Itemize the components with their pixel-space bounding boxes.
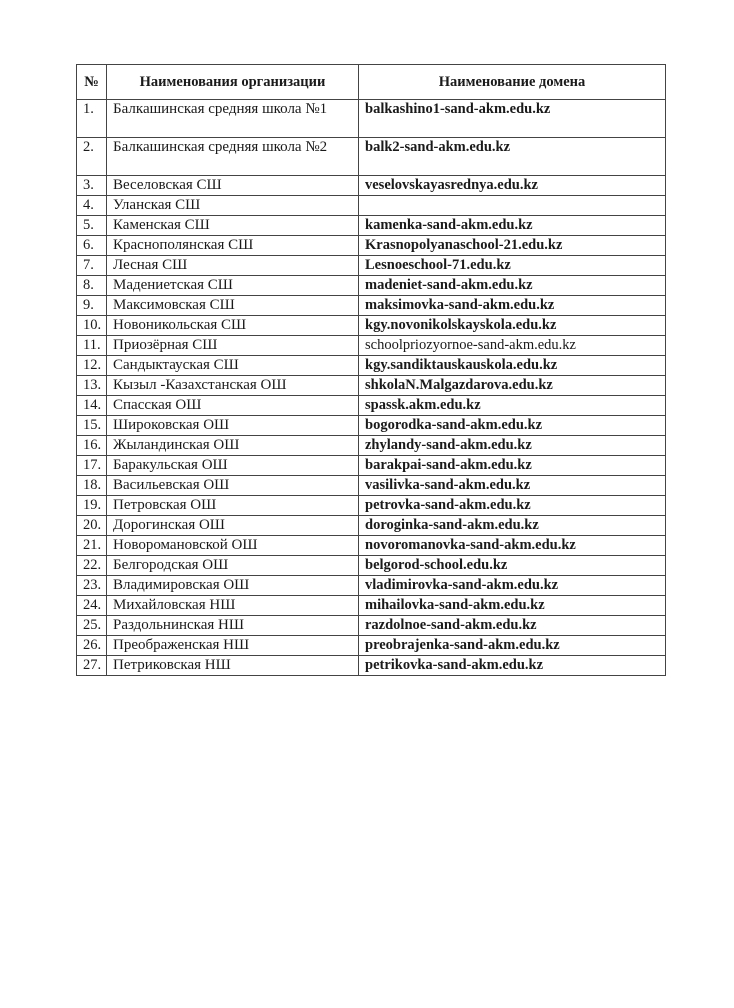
organization-name: Баракульская ОШ — [107, 456, 359, 476]
domain-name: veselovskayasrednya.edu.kz — [359, 176, 666, 196]
domain-name: barakpai-sand-akm.edu.kz — [359, 456, 666, 476]
domain-name: Lesnoeschool-71.edu.kz — [359, 256, 666, 276]
row-number: 11. — [77, 336, 107, 356]
table-row — [77, 296, 666, 316]
domain-name: petrikovka-sand-akm.edu.kz — [359, 656, 666, 676]
organization-name: Новоромановской ОШ — [107, 536, 359, 556]
row-number: 6. — [77, 236, 107, 256]
row-number: 25. — [77, 616, 107, 636]
table-row — [77, 536, 666, 556]
organization-name: Максимовская СШ — [107, 296, 359, 316]
organization-name: Владимировская ОШ — [107, 576, 359, 596]
organization-name: Мадениетская СШ — [107, 276, 359, 296]
table-row — [77, 336, 666, 356]
row-number: 1. — [77, 100, 107, 138]
table-header-row — [77, 65, 666, 100]
domain-name: bogorodka-sand-akm.edu.kz — [359, 416, 666, 436]
header-number: № — [77, 65, 107, 100]
domain-name: belgorod-school.edu.kz — [359, 556, 666, 576]
domain-name: shkolaN.Malgazdarova.edu.kz — [359, 376, 666, 396]
row-number: 16. — [77, 436, 107, 456]
row-number: 15. — [77, 416, 107, 436]
organization-name: Сандыктауская СШ — [107, 356, 359, 376]
row-number: 10. — [77, 316, 107, 336]
organization-name: Раздольнинская НШ — [107, 616, 359, 636]
domain-name: maksimovka-sand-akm.edu.kz — [359, 296, 666, 316]
table-row — [77, 316, 666, 336]
domain-name: mihailovka-sand-akm.edu.kz — [359, 596, 666, 616]
organization-name: Балкашинская средняя школа №2 — [107, 138, 359, 176]
table-row — [77, 256, 666, 276]
organization-name: Приозёрная СШ — [107, 336, 359, 356]
organization-name: Преображенская НШ — [107, 636, 359, 656]
table-row — [77, 456, 666, 476]
organization-name: Васильевская ОШ — [107, 476, 359, 496]
domain-name — [359, 196, 666, 216]
domain-name: razdolnoe-sand-akm.edu.kz — [359, 616, 666, 636]
domain-name: schoolpriozyornoe-sand-akm.edu.kz — [359, 336, 666, 356]
table-row — [77, 496, 666, 516]
table-row — [77, 576, 666, 596]
organization-name: Балкашинская средняя школа №1 — [107, 100, 359, 138]
organization-name: Спасская ОШ — [107, 396, 359, 416]
organization-name: Кызыл -Казахстанская ОШ — [107, 376, 359, 396]
row-number: 5. — [77, 216, 107, 236]
row-number: 19. — [77, 496, 107, 516]
organization-name: Новоникольская СШ — [107, 316, 359, 336]
table-row — [77, 416, 666, 436]
header-organization: Наименования организации — [107, 65, 359, 100]
domain-name: kamenka-sand-akm.edu.kz — [359, 216, 666, 236]
table-row — [77, 100, 666, 138]
organization-name: Жыландинская ОШ — [107, 436, 359, 456]
table-row — [77, 196, 666, 216]
table-row — [77, 616, 666, 636]
row-number: 20. — [77, 516, 107, 536]
table-row — [77, 516, 666, 536]
organization-name: Дорогинская ОШ — [107, 516, 359, 536]
organization-name: Уланская СШ — [107, 196, 359, 216]
domain-name: novoromanovka-sand-akm.edu.kz — [359, 536, 666, 556]
table-row — [77, 596, 666, 616]
domain-name: preobrajenka-sand-akm.edu.kz — [359, 636, 666, 656]
domain-name: balkashino1-sand-akm.edu.kz — [359, 100, 666, 138]
row-number: 24. — [77, 596, 107, 616]
row-number: 14. — [77, 396, 107, 416]
table-row — [77, 396, 666, 416]
domain-name: Krasnopolyanaschool-21.edu.kz — [359, 236, 666, 256]
organization-name: Белгородская ОШ — [107, 556, 359, 576]
header-domain: Наименование домена — [359, 65, 666, 100]
table-body — [77, 100, 666, 676]
row-number: 21. — [77, 536, 107, 556]
organization-name: Лесная СШ — [107, 256, 359, 276]
row-number: 12. — [77, 356, 107, 376]
row-number: 17. — [77, 456, 107, 476]
domain-name: spassk.akm.edu.kz — [359, 396, 666, 416]
table-row — [77, 656, 666, 676]
table-row — [77, 356, 666, 376]
table-row — [77, 138, 666, 176]
table-row — [77, 376, 666, 396]
row-number: 13. — [77, 376, 107, 396]
organization-name: Веселовская СШ — [107, 176, 359, 196]
domain-name: zhylandy-sand-akm.edu.kz — [359, 436, 666, 456]
organization-name: Петровская ОШ — [107, 496, 359, 516]
organization-name: Широковская ОШ — [107, 416, 359, 436]
table-row — [77, 236, 666, 256]
table-row — [77, 436, 666, 456]
table-row — [77, 636, 666, 656]
organization-name: Краснополянская СШ — [107, 236, 359, 256]
organization-name: Петриковская НШ — [107, 656, 359, 676]
domain-name: kgy.sandiktauskauskola.edu.kz — [359, 356, 666, 376]
row-number: 23. — [77, 576, 107, 596]
row-number: 18. — [77, 476, 107, 496]
domain-name: vladimirovka-sand-akm.edu.kz — [359, 576, 666, 596]
organization-name: Каменская СШ — [107, 216, 359, 236]
domain-name: kgy.novonikolskayskola.edu.kz — [359, 316, 666, 336]
table-row — [77, 276, 666, 296]
school-domain-table — [76, 64, 666, 676]
row-number: 22. — [77, 556, 107, 576]
table-row — [77, 176, 666, 196]
row-number: 2. — [77, 138, 107, 176]
row-number: 7. — [77, 256, 107, 276]
domain-name: vasilivka-sand-akm.edu.kz — [359, 476, 666, 496]
domain-name: madeniet-sand-akm.edu.kz — [359, 276, 666, 296]
table-row — [77, 216, 666, 236]
row-number: 27. — [77, 656, 107, 676]
domain-name: petrovka-sand-akm.edu.kz — [359, 496, 666, 516]
domain-name: doroginka-sand-akm.edu.kz — [359, 516, 666, 536]
row-number: 3. — [77, 176, 107, 196]
row-number: 4. — [77, 196, 107, 216]
domain-name: balk2-sand-akm.edu.kz — [359, 138, 666, 176]
row-number: 9. — [77, 296, 107, 316]
table-row — [77, 476, 666, 496]
organization-name: Михайловская НШ — [107, 596, 359, 616]
table-row — [77, 556, 666, 576]
row-number: 8. — [77, 276, 107, 296]
row-number: 26. — [77, 636, 107, 656]
